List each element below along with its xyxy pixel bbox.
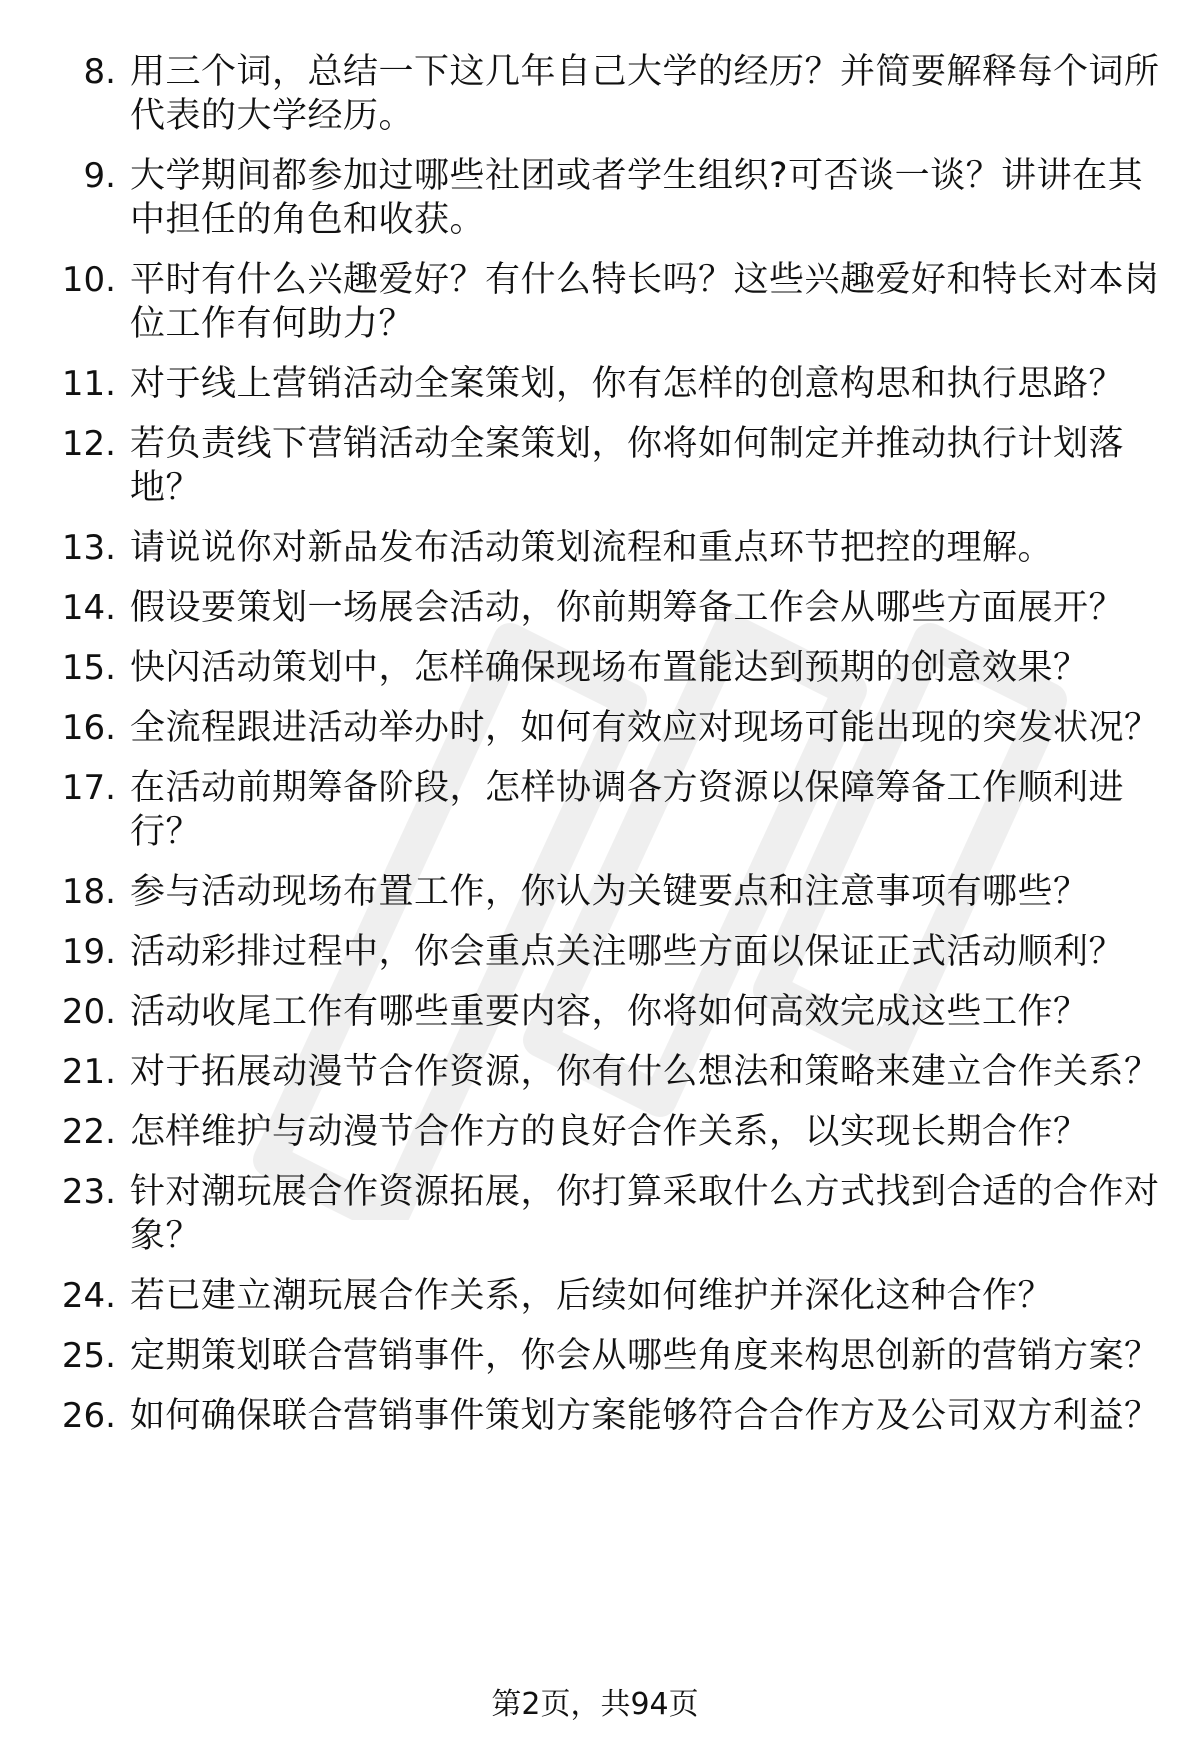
question-number: 8.: [83, 52, 116, 92]
question-text: 在活动前期筹备阶段，怎样协调各方资源以保障筹备工作顺利进行？: [130, 768, 1125, 852]
list-item: [0, 50, 1190, 138]
question-text: 全流程跟进活动举办时，如何有效应对现场可能出现的突发状况？: [130, 708, 1160, 748]
question-text: 针对潮玩展合作资源拓展，你打算采取什么方式找到合适的合作对象？: [130, 1172, 1160, 1256]
question-text: 用三个词，总结一下这几年自己大学的经历？并简要解释每个词所代表的大学经历。: [130, 52, 1160, 136]
list-item: [0, 526, 1190, 570]
question-number: 12.: [61, 424, 116, 464]
list-item: [0, 766, 1190, 854]
list-item: [0, 1334, 1190, 1378]
question-text: 怎样维护与动漫节合作方的良好合作关系，以实现长期合作？: [130, 1112, 1089, 1152]
list-item: [0, 930, 1190, 974]
question-text: 对于拓展动漫节合作资源，你有什么想法和策略来建立合作关系？: [130, 1052, 1160, 1092]
list-item: [0, 422, 1190, 510]
page-number-footer: 第2页，共94页: [491, 1687, 699, 1722]
list-item: [0, 1170, 1190, 1258]
question-text: 大学期间都参加过哪些社团或者学生组织?可否谈一谈？讲讲在其中担任的角色和收获。: [130, 156, 1144, 240]
list-item: [0, 154, 1190, 242]
list-item: [0, 586, 1190, 630]
list-item: [0, 258, 1190, 346]
question-text: 活动收尾工作有哪些重要内容，你将如何高效完成这些工作？: [130, 992, 1089, 1032]
question-text: 若负责线下营销活动全案策划，你将如何制定并推动执行计划落地？: [130, 424, 1125, 508]
question-number: 20.: [61, 992, 116, 1032]
question-text: 如何确保联合营销事件策划方案能够符合合作方及公司双方利益？: [130, 1396, 1160, 1436]
question-number: 10.: [61, 260, 116, 300]
question-number: 26.: [61, 1396, 116, 1436]
question-number: 17.: [61, 768, 116, 808]
question-number: 14.: [61, 588, 116, 628]
question-number: 22.: [61, 1112, 116, 1152]
question-number: 21.: [61, 1052, 116, 1092]
question-text: 定期策划联合营销事件，你会从哪些角度来构思创新的营销方案？: [130, 1336, 1160, 1376]
question-text: 请说说你对新品发布活动策划流程和重点环节把控的理解。: [130, 528, 1054, 568]
list-item: [0, 1050, 1190, 1094]
list-item: [0, 990, 1190, 1034]
question-text: 对于线上营销活动全案策划，你有怎样的创意构思和执行思路？: [130, 364, 1125, 404]
list-item: [0, 1394, 1190, 1438]
list-item: [0, 870, 1190, 914]
question-number: 9.: [83, 156, 116, 196]
question-number: 19.: [61, 932, 116, 972]
question-number: 23.: [61, 1172, 116, 1212]
question-text: 平时有什么兴趣爱好？有什么特长吗？这些兴趣爱好和特长对本岗位工作有何助力？: [130, 260, 1160, 344]
question-number: 13.: [61, 528, 116, 568]
question-number: 15.: [61, 648, 116, 688]
question-text: 若已建立潮玩展合作关系，后续如何维护并深化这种合作？: [130, 1276, 1054, 1316]
list-item: [0, 1274, 1190, 1318]
question-text: 假设要策划一场展会活动，你前期筹备工作会从哪些方面展开？: [130, 588, 1125, 628]
question-text: 活动彩排过程中，你会重点关注哪些方面以保证正式活动顺利？: [130, 932, 1125, 972]
list-item: [0, 362, 1190, 406]
question-list: [0, 50, 1190, 1454]
list-item: [0, 706, 1190, 750]
list-item: [0, 1110, 1190, 1154]
question-number: 11.: [61, 364, 116, 404]
question-text: 参与活动现场布置工作，你认为关键要点和注意事项有哪些？: [130, 872, 1089, 912]
question-number: 24.: [61, 1276, 116, 1316]
question-number: 16.: [61, 708, 116, 748]
list-item: [0, 646, 1190, 690]
question-number: 18.: [61, 872, 116, 912]
question-text: 快闪活动策划中，怎样确保现场布置能达到预期的创意效果？: [130, 648, 1089, 688]
question-number: 25.: [61, 1336, 116, 1376]
